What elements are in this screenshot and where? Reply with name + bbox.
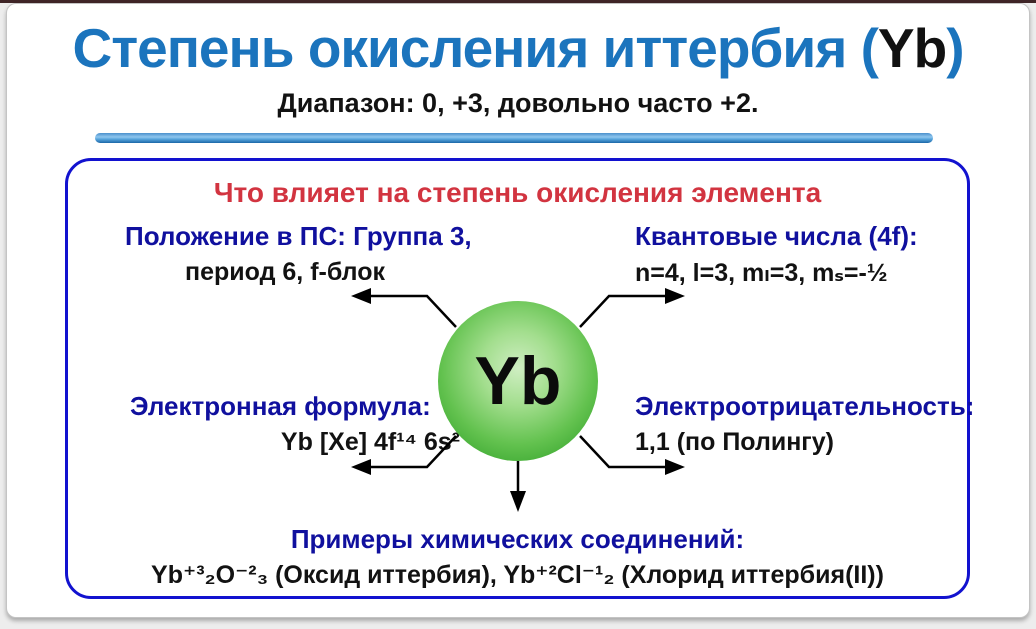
examples-heading: Примеры химических соединений:: [290, 524, 745, 554]
factor-formula-value: Yb [Xe] 4f¹⁴ 6s²: [280, 428, 460, 456]
element-symbol: Yb: [474, 343, 562, 419]
title-close-paren: ): [946, 17, 964, 79]
element-circle: [438, 301, 598, 461]
factor-formula-label: Электронная формула:: [130, 391, 431, 421]
factor-position-label: Положение в ПС: Группа 3,: [125, 221, 472, 251]
page-title: [0, 16, 1036, 80]
oxidation-range-subtitle: Диапазон: 0, +3, довольно часто +2.: [277, 88, 759, 118]
title-element-symbol: Yb: [877, 17, 947, 79]
factor-quantum-label: Квантовые числа (4f):: [635, 221, 918, 251]
factor-electronegativity: [635, 391, 975, 457]
examples-compounds: Yb⁺³₂O⁻²₃ (Оксид иттербия), Yb⁺²Cl⁻¹₂ (Хлорид иттербия(II)): [151, 561, 884, 589]
factor-quantum-numbers: [635, 221, 975, 288]
factor-electronegativity-value: 1,1 (по Полингу): [635, 428, 834, 456]
blue-divider-bar: [95, 133, 933, 143]
factor-electronegativity-label: Электроотрицательность:: [635, 391, 975, 421]
factor-electron-formula: [130, 391, 460, 457]
factor-position-value: период 6, f-блок: [185, 258, 385, 286]
factors-heading: Что влияет на степень окисления элемента: [213, 177, 822, 208]
title-text: Степень окисления иттербия (: [72, 17, 878, 79]
factor-position-in-table: [125, 221, 472, 287]
factor-quantum-value: n=4, l=3, mₗ=3, mₛ=-½: [635, 259, 888, 287]
